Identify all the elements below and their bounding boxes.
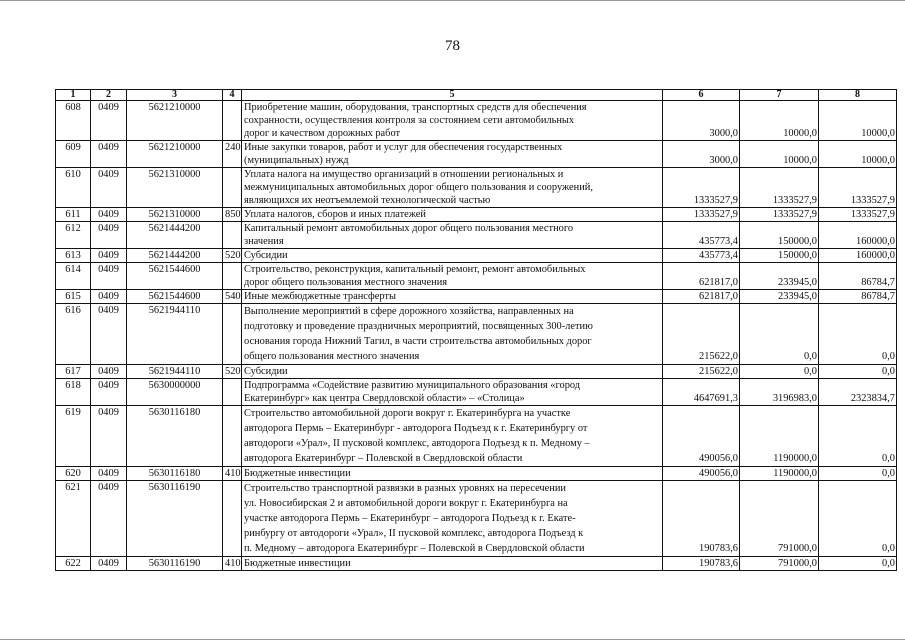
description-line: автодорога Пермь – Екатеринбург - автодорога Подъезд к г. Екатеринбургу от	[244, 423, 588, 434]
row-number: 620	[56, 467, 91, 481]
row-number: 615	[56, 290, 91, 304]
description-line: ул. Новосибирская 2 и автомобильной дороги вокруг г. Екатеринбурга на	[244, 498, 568, 509]
table-row	[56, 290, 897, 304]
target-code: 5630116190	[127, 557, 223, 571]
amount-2021: 86784,7	[819, 263, 897, 290]
target-code: 5621944110	[127, 304, 223, 365]
description-line: основания города Нижний Тагил, в части строительства автомобильных дорог	[244, 336, 592, 347]
amount-2019: 215622,0	[663, 304, 740, 365]
description-cell	[242, 249, 663, 263]
amount-2021: 0,0	[819, 467, 897, 481]
expense-type: 240	[223, 141, 242, 168]
table-row	[56, 557, 897, 571]
amount-2020: 791000,0	[740, 481, 819, 557]
target-code: 5621944110	[127, 365, 223, 379]
target-code: 5630116180	[127, 467, 223, 481]
expense-type	[223, 379, 242, 406]
row-number: 609	[56, 141, 91, 168]
table-row	[56, 263, 897, 290]
section-code: 0409	[91, 406, 127, 467]
section-code: 0409	[91, 304, 127, 365]
amount-2019: 215622,0	[663, 365, 740, 379]
description-line: Подпрограмма «Содействие развитию муниципального образования «город	[244, 380, 581, 391]
description-line: Иные закупки товаров, работ и услуг для обеспечения государственных	[244, 142, 563, 153]
description-cell	[242, 263, 663, 290]
amount-2020: 1333527,9	[740, 208, 819, 222]
section-code: 0409	[91, 208, 127, 222]
amount-2020: 10000,0	[740, 141, 819, 168]
row-number: 622	[56, 557, 91, 571]
description-line: Бюджетные инвестиции	[244, 558, 351, 569]
expense-type	[223, 168, 242, 208]
amount-2021: 1333527,9	[819, 168, 897, 208]
description-line: п. Медному – автодорога Екатеринбург – Полевской в Свердловской области	[244, 543, 585, 554]
description-line: Уплата налогов, сборов и иных платежей	[244, 209, 426, 220]
section-code: 0409	[91, 481, 127, 557]
section-code: 0409	[91, 365, 127, 379]
amount-2020: 233945,0	[740, 290, 819, 304]
row-number: 614	[56, 263, 91, 290]
target-code: 5621310000	[127, 168, 223, 208]
expense-type: 520	[223, 365, 242, 379]
header-cell: 6	[663, 90, 740, 101]
table-row	[56, 406, 897, 467]
amount-2020: 0,0	[740, 365, 819, 379]
amount-2019: 435773,4	[663, 249, 740, 263]
row-number: 608	[56, 101, 91, 141]
page-number: 78	[445, 38, 460, 54]
table-row	[56, 141, 897, 168]
section-code: 0409	[91, 557, 127, 571]
section-code: 0409	[91, 467, 127, 481]
amount-2021: 160000,0	[819, 249, 897, 263]
header-cell: 1	[56, 90, 91, 101]
amount-2021: 86784,7	[819, 290, 897, 304]
row-number: 611	[56, 208, 91, 222]
section-code: 0409	[91, 222, 127, 249]
table-row	[56, 208, 897, 222]
section-code: 0409	[91, 290, 127, 304]
row-number: 618	[56, 379, 91, 406]
table-row	[56, 304, 897, 365]
target-code: 5630000000	[127, 379, 223, 406]
amount-2020: 233945,0	[740, 263, 819, 290]
section-code: 0409	[91, 379, 127, 406]
amount-2019: 4647691,3	[663, 379, 740, 406]
target-code: 5630116180	[127, 406, 223, 467]
amount-2020: 10000,0	[740, 101, 819, 141]
row-number: 610	[56, 168, 91, 208]
description-cell	[242, 557, 663, 571]
target-code: 5621210000	[127, 141, 223, 168]
expense-type	[223, 481, 242, 557]
description-line: участке автодорога Пермь – Екатеринбург – автодорога Подъезд к г. Екате-	[244, 513, 576, 524]
description-cell	[242, 222, 663, 249]
section-code: 0409	[91, 168, 127, 208]
amount-2020: 1190000,0	[740, 467, 819, 481]
amount-2021: 0,0	[819, 481, 897, 557]
header-cell: 7	[740, 90, 819, 101]
expense-type	[223, 304, 242, 365]
row-number: 621	[56, 481, 91, 557]
description-line: дорог и качеством дорожных работ	[244, 128, 401, 139]
header-cell: 3	[127, 90, 223, 101]
description-line: автодороги «Урал», II пусковой комплекс, автодорога Подъезд к п. Медному –	[244, 438, 590, 449]
row-number: 612	[56, 222, 91, 249]
description-line: общего пользования местного значения	[244, 351, 420, 362]
header-cell: 5	[242, 90, 663, 101]
expense-type: 520	[223, 249, 242, 263]
target-code: 5621544600	[127, 263, 223, 290]
description-line: Екатеринбург» как центра Свердловской области» – «Столица»	[244, 393, 525, 404]
table-row	[56, 222, 897, 249]
target-code: 5621310000	[127, 208, 223, 222]
description-line: межмуниципальных автомобильных дорог общего пользования и сооружений,	[244, 182, 593, 193]
amount-2020: 1190000,0	[740, 406, 819, 467]
table-row	[56, 168, 897, 208]
amount-2020: 150000,0	[740, 249, 819, 263]
amount-2020: 150000,0	[740, 222, 819, 249]
amount-2020: 0,0	[740, 304, 819, 365]
amount-2021: 0,0	[819, 304, 897, 365]
description-line: дорог общего пользования местного значения	[244, 277, 448, 288]
header-cell: 2	[91, 90, 127, 101]
expense-type	[223, 263, 242, 290]
expense-type	[223, 222, 242, 249]
row-number: 619	[56, 406, 91, 467]
description-line: подготовку и проведение праздничных мероприятий, посвященных 300-летию	[244, 321, 593, 332]
header-cell: 4	[223, 90, 242, 101]
amount-2019: 190783,6	[663, 481, 740, 557]
expense-type	[223, 101, 242, 141]
amount-2019: 490056,0	[663, 406, 740, 467]
amount-2021: 0,0	[819, 557, 897, 571]
description-line: сохранности, осуществления контроля за состоянием сети автомобильных	[244, 115, 575, 126]
description-line: Уплата налога на имущество организаций в отношении региональных и	[244, 169, 564, 180]
description-cell	[242, 379, 663, 406]
amount-2019: 435773,4	[663, 222, 740, 249]
description-line: Строительство, реконструкция, капитальный ремонт, ремонт автомобильных	[244, 264, 586, 275]
target-code: 5621444200	[127, 222, 223, 249]
description-line: Капитальный ремонт автомобильных дорог общего пользования местного	[244, 223, 574, 234]
table-row	[56, 379, 897, 406]
expense-type: 850	[223, 208, 242, 222]
description-line: Выполнение мероприятий в сфере дорожного хозяйства, направленных на	[244, 306, 574, 317]
budget-table	[55, 89, 897, 571]
description-line: значения	[244, 236, 284, 247]
target-code: 5621444200	[127, 249, 223, 263]
amount-2020: 1333527,9	[740, 168, 819, 208]
header-cell: 8	[819, 90, 897, 101]
description-line: Субсидии	[244, 366, 288, 377]
amount-2019: 3000,0	[663, 101, 740, 141]
amount-2021: 10000,0	[819, 141, 897, 168]
description-line: являющихся их неотъемлемой технологической частью	[244, 195, 491, 206]
row-number: 613	[56, 249, 91, 263]
section-code: 0409	[91, 263, 127, 290]
section-code: 0409	[91, 101, 127, 141]
expense-type: 410	[223, 557, 242, 571]
description-cell	[242, 141, 663, 168]
table-row	[56, 101, 897, 141]
row-number: 616	[56, 304, 91, 365]
section-code: 0409	[91, 249, 127, 263]
description-line: Иные межбюджетные трансферты	[244, 291, 396, 302]
table-row	[56, 481, 897, 557]
expense-type: 540	[223, 290, 242, 304]
amount-2019: 490056,0	[663, 467, 740, 481]
description-line: автодорога Екатеринбург – Полевской в Свердловской области	[244, 453, 523, 464]
description-cell	[242, 365, 663, 379]
header-row	[56, 90, 897, 101]
amount-2021: 10000,0	[819, 101, 897, 141]
description-cell	[242, 304, 663, 365]
amount-2019: 1333527,9	[663, 208, 740, 222]
description-line: Субсидии	[244, 250, 288, 261]
table-row	[56, 467, 897, 481]
description-cell	[242, 406, 663, 467]
description-cell	[242, 208, 663, 222]
amount-2019: 3000,0	[663, 141, 740, 168]
amount-2019: 621817,0	[663, 263, 740, 290]
description-cell	[242, 290, 663, 304]
target-code: 5630116190	[127, 481, 223, 557]
amount-2021: 2323834,7	[819, 379, 897, 406]
description-line: (муниципальных) нужд	[244, 155, 349, 166]
expense-type	[223, 406, 242, 467]
amount-2020: 791000,0	[740, 557, 819, 571]
amount-2021: 0,0	[819, 365, 897, 379]
amount-2020: 3196983,0	[740, 379, 819, 406]
description-line: Строительство транспортной развязки в разных уровнях на пересечении	[244, 483, 566, 494]
description-line: Приобретение машин, оборудования, транспортных средств для обеспечения	[244, 102, 587, 113]
expense-type: 410	[223, 467, 242, 481]
description-cell	[242, 101, 663, 141]
amount-2021: 0,0	[819, 406, 897, 467]
description-line: Бюджетные инвестиции	[244, 468, 351, 479]
description-line: Строительство автомобильной дороги вокруг г. Екатеринбурга на участке	[244, 408, 571, 419]
amount-2021: 160000,0	[819, 222, 897, 249]
amount-2021: 1333527,9	[819, 208, 897, 222]
target-code: 5621544600	[127, 290, 223, 304]
row-number: 617	[56, 365, 91, 379]
amount-2019: 1333527,9	[663, 168, 740, 208]
description-line: ринбургу от автодороги «Урал», II пусковой комплекс, автодорога Подъезд к	[244, 528, 584, 539]
section-code: 0409	[91, 141, 127, 168]
amount-2019: 190783,6	[663, 557, 740, 571]
description-cell	[242, 481, 663, 557]
description-cell	[242, 168, 663, 208]
target-code: 5621210000	[127, 101, 223, 141]
description-cell	[242, 467, 663, 481]
table-row	[56, 249, 897, 263]
amount-2019: 621817,0	[663, 290, 740, 304]
table-row	[56, 365, 897, 379]
